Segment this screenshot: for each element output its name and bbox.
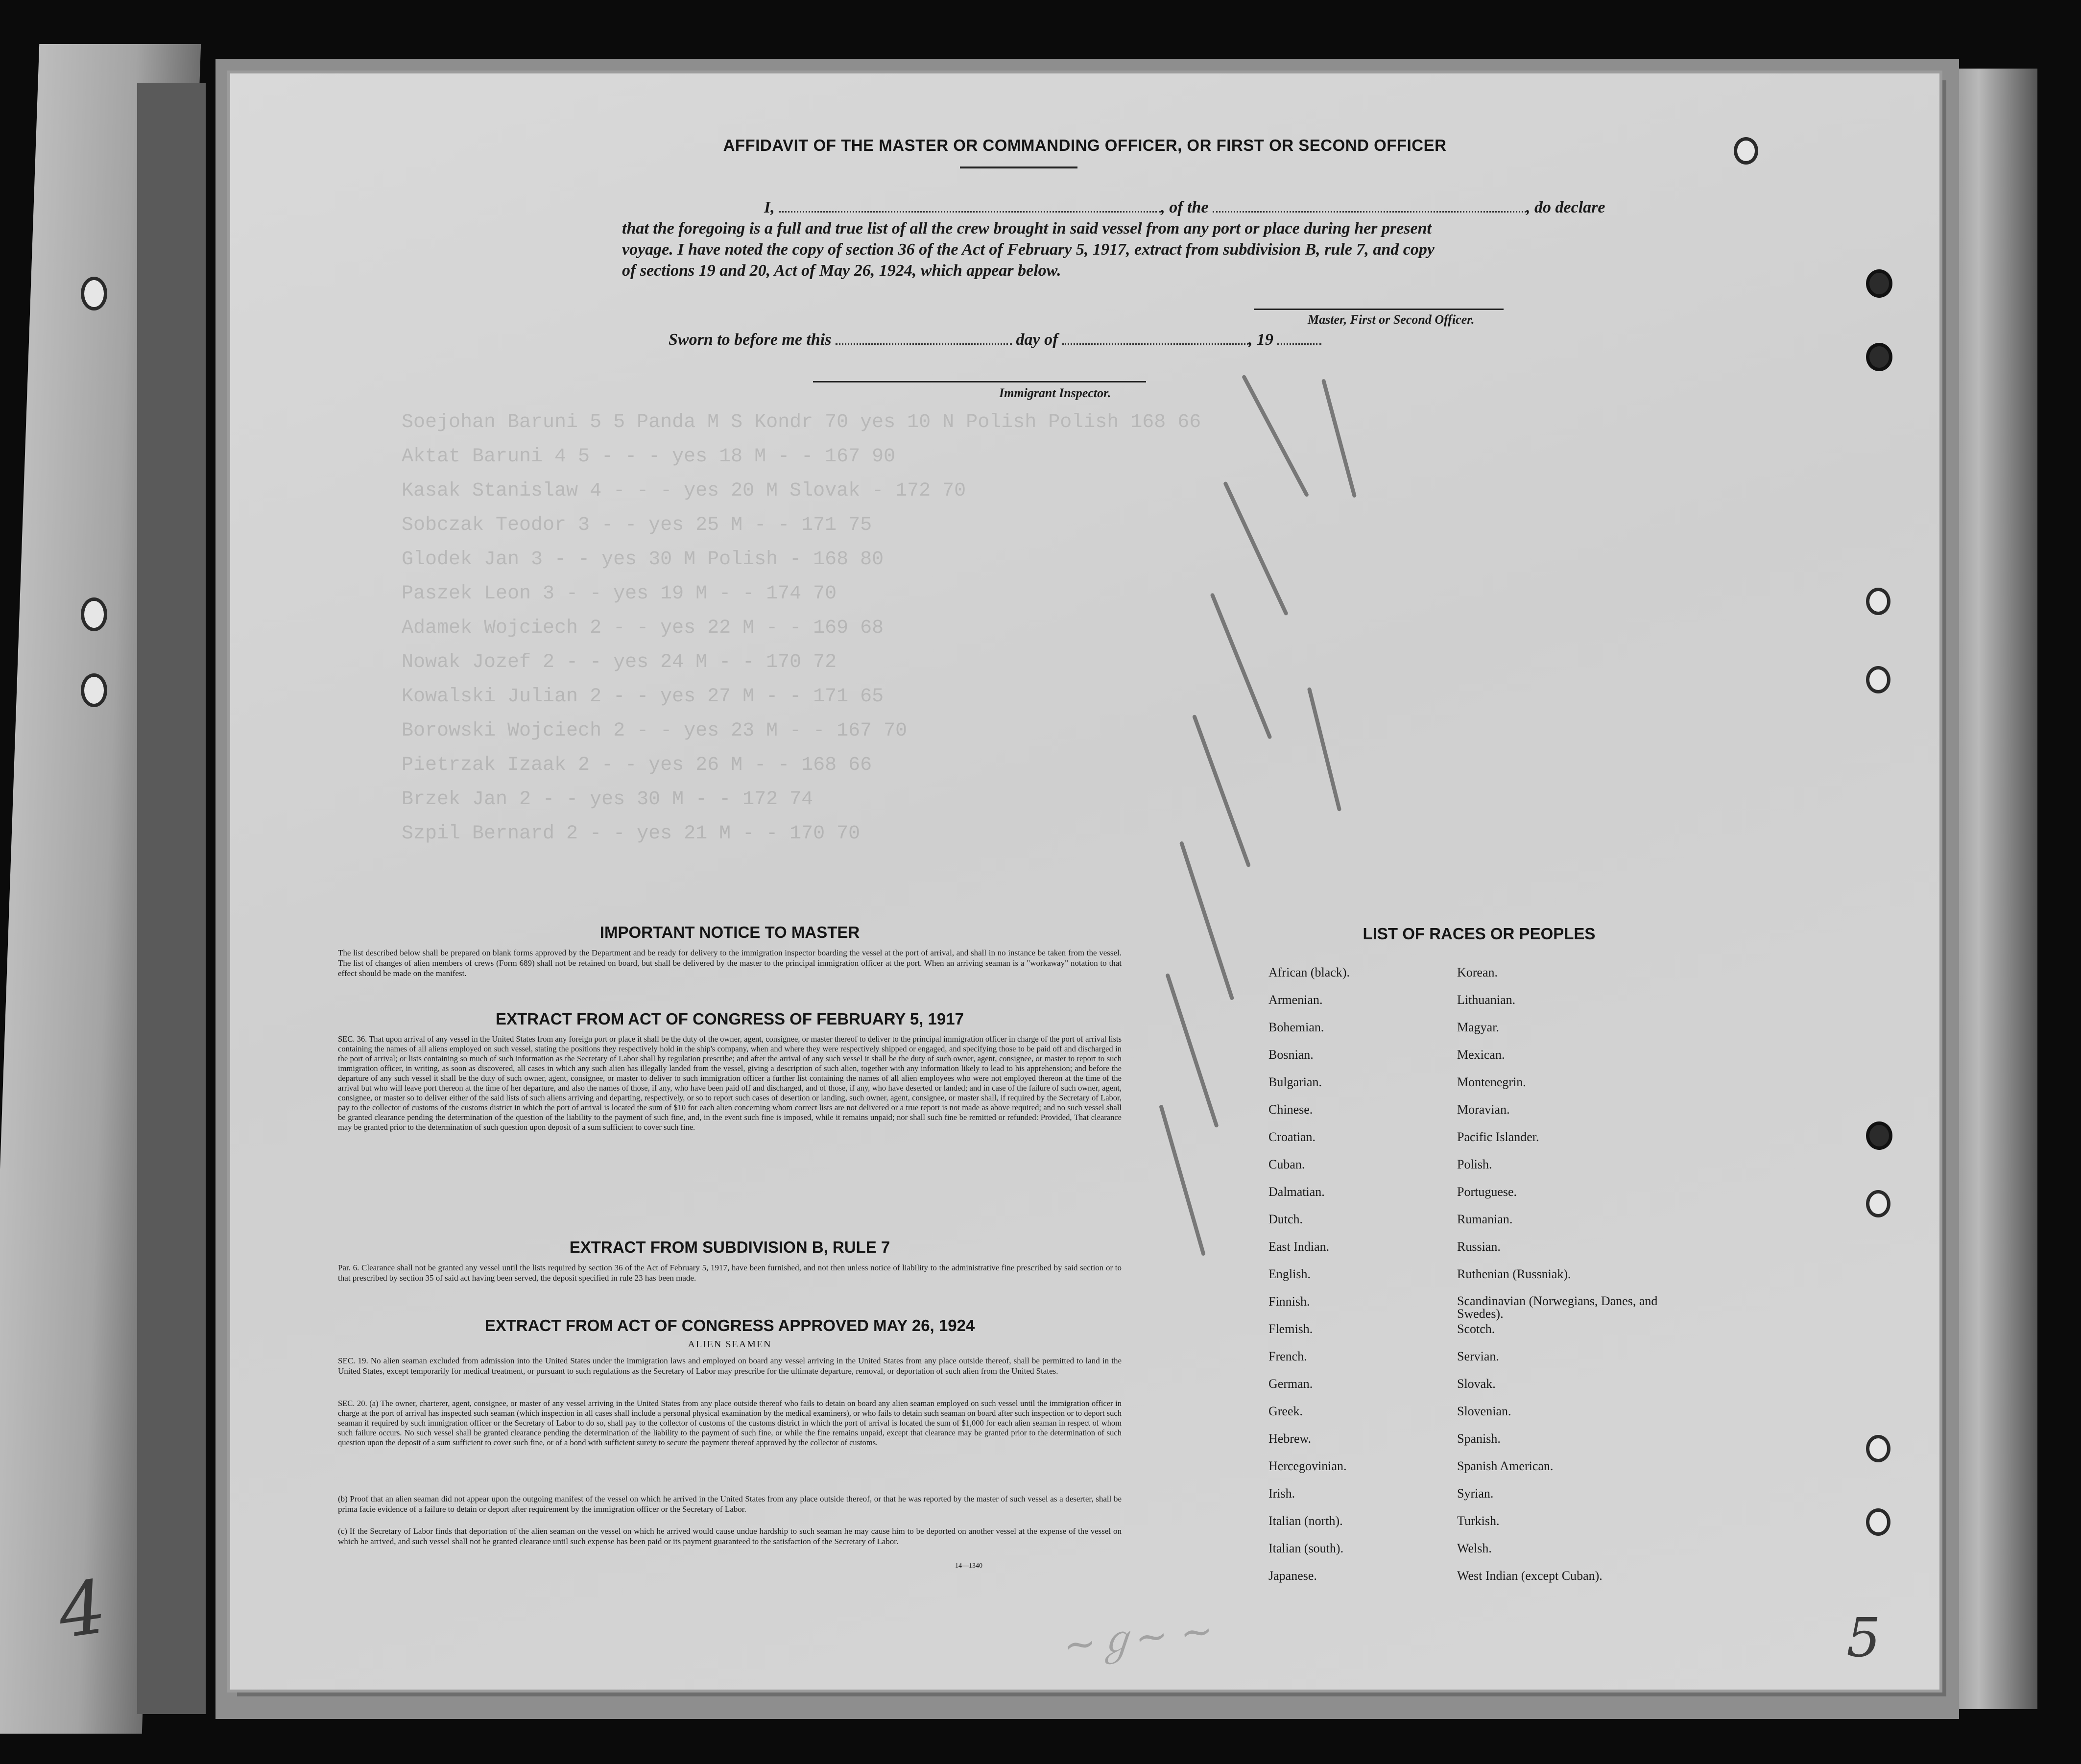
race-item: Lithuanian.: [1457, 993, 1516, 1007]
affidavit-line-2: that the foregoing is a full and true list of all the crew brought in said vessel from any port or place during her present: [622, 219, 1432, 238]
binder-hole: [1866, 343, 1892, 371]
race-item: Servian.: [1457, 1349, 1499, 1363]
binder-hole: [1866, 269, 1892, 298]
handwritten-mark: [1179, 841, 1235, 1001]
race-item: Dutch.: [1268, 1212, 1303, 1226]
race-item: Scandinavian (Norwegians, Danes, and Swedes).: [1457, 1294, 1658, 1321]
race-item: Portuguese.: [1457, 1185, 1517, 1199]
races-column-2: [1457, 966, 1663, 1597]
affidavit-line-1: I, , of the , do declare: [764, 198, 1605, 216]
sworn-line: Sworn to before me this day of , 19: [669, 331, 1321, 349]
race-item: Scotch.: [1457, 1322, 1495, 1336]
binder-hole: [1866, 666, 1890, 693]
sec19-text: SEC. 19. No alien seaman excluded from admission into the United States under the immigration laws and employed on board any vessel arriving in the United States from any place outside thereof, shall be permitted to land in the United States, except temporarily for medical treatment, or pursuant to such regulations as the Secretary of Labor may prescribe for the ultimate departure, removal, or deportation of such alien from the United States.: [338, 1356, 1122, 1376]
affidavit-line-4: of sections 19 and 20, Act of May 26, 1924, which appear below.: [622, 262, 1061, 280]
race-item: Mexican.: [1457, 1048, 1505, 1062]
master-name-field[interactable]: [779, 211, 1161, 213]
handwritten-mark: [1192, 715, 1251, 868]
rule7-title: EXTRACT FROM SUBDIVISION B, RULE 7: [569, 1238, 890, 1256]
race-item: Hebrew.: [1268, 1431, 1312, 1446]
title-rule: [960, 167, 1077, 168]
sworn-year-field[interactable]: [1277, 343, 1321, 345]
sec20b-text: (b) Proof that an alien seaman did not appear upon the outgoing manifest of the vessel on which he arrived in the United States from any place outside thereof, or that he was reported by the master of such vessel as a deserter, shall be prima facie evidence of a failure to detain or deport after requirement by the immigration officer or the Secretary of Labor.: [338, 1494, 1122, 1514]
race-item: Montenegrin.: [1457, 1075, 1526, 1089]
race-item: Russian.: [1457, 1240, 1501, 1254]
extract-1924-title: EXTRACT FROM ACT OF CONGRESS APPROVED MAY 26, 1924: [484, 1316, 975, 1335]
handwritten-mark: [1242, 375, 1310, 498]
alien-seamen-subtitle: ALIEN SEAMEN: [688, 1339, 772, 1350]
race-item: Slovak.: [1457, 1377, 1496, 1391]
race-item: Dalmatian.: [1268, 1185, 1325, 1199]
race-item: Flemish.: [1268, 1322, 1313, 1336]
handwritten-signature: ~ℊ~ ~: [1061, 1607, 1216, 1669]
race-item: Slovenian.: [1457, 1404, 1511, 1418]
binder-hole: [1866, 588, 1890, 615]
extract-1917-text: SEC. 36. That upon arrival of any vessel in the United States from any foreign port or place it shall be the duty of the owner, agent, consignee, or master thereof to deliver to the principal immigration officer in charge of the port of arrival lists containing the names of all aliens employed on such vessel, stating the positions they respectively hold in the ship's company, when and where they were respectively shipped or engaged, and specifying those to be paid off and discharged in the port of arrival; or lists containing so much of such information as the Secretary of Labor shall by regulation prescribe; and after the arrival of any such vessel it shall be the duty of such owner, agent, consignee, or master to report to such immigration officer, in writing, as soon as discovered, all cases in which any such alien has illegally landed from the vessel, giving a description of such alien, together with any information likely to lead to his apprehension; and before the departure of any such vessel it shall be the duty of such owner, agent, consignee, or master to deliver to such immigration officer a further list containing the names of all alien employees who were not employed thereon at the time of the arrival but who will leave port thereon at the time of her departure, and also the names of those, if any, who have been paid off and discharged, and of those, if any, who have deserted or landed; and in case of the failure of such owner, agent, consignee, or master so to deliver either of the said lists of such aliens arriving and departing, respectively, or so to report such cases of desertion or landing, such owner, agent, consignee, or master shall, if required by the Secretary of Labor, pay to the collector of customs of the customs district in which the port of arrival is located the sum of $10 for each alien concerning whom correct lists are not delivered or a true report is not made as above required; and no such vessel shall be granted clearance pending the determination of the question of the liability to the payment of such fine, and, in the event such fine is imposed, while it remains unpaid; nor shall such fine be remitted or refunded: Provided, That clearance may be granted prior to the determination of such question upon deposit of a sum sufficient to cover such fine.: [338, 1034, 1122, 1132]
notice-title: IMPORTANT NOTICE TO MASTER: [599, 923, 860, 941]
binder-hole: [81, 673, 107, 707]
right-margin-number: 5: [1846, 1606, 1881, 1669]
master-caption: Master, First or Second Officer.: [1308, 312, 1475, 327]
race-item: Cuban.: [1268, 1157, 1305, 1171]
races-title: LIST OF RACES OR PEOPLES: [1363, 925, 1596, 943]
race-item: Finnish.: [1268, 1294, 1310, 1309]
race-item: Pacific Islander.: [1457, 1130, 1539, 1144]
race-item: Bohemian.: [1268, 1020, 1324, 1034]
affidavit-title: AFFIDAVIT OF THE MASTER OR COMMANDING OFFICER, OR FIRST OR SECOND OFFICER: [723, 136, 1447, 154]
binder-hole: [81, 277, 107, 310]
races-column-1: [1268, 966, 1455, 1597]
handwritten-mark: [1307, 687, 1342, 811]
race-item: Japanese.: [1268, 1569, 1317, 1583]
sec20c-text: (c) If the Secretary of Labor finds that deportation of the alien seaman on the vessel on which he arrived would cause undue hardship to such seaman he may cause him to be deported on another vessel at the expense of the vessel on which he arrived, and such vessel shall not be granted clearance until such expense has been paid or its payment guaranteed to the satisfaction of the Secretary of Labor.: [338, 1526, 1122, 1546]
handwritten-mark: [1223, 481, 1289, 616]
race-item: Magyar.: [1457, 1020, 1499, 1034]
handwritten-mark: [1321, 379, 1357, 498]
race-item: Turkish.: [1457, 1514, 1500, 1528]
sec20a-text: SEC. 20. (a) The owner, charterer, agent, consignee, or master of any vessel arriving in the United States from any place outside thereof who fails to detain on board any alien seaman employed on such vessel until the immigration officer in charge at the port of arrival has inspected such seaman (which inspection in all cases shall include a personal physical examination by the medical examiners), or who fails to detain such seaman on board after such inspection or to deport such seaman if required by such immigration officer or the Secretary of Labor to do so, shall pay to the collector of customs of the customs district in which the port of arrival is located the sum of $1,000 for each alien seaman in respect of whom such failure occurs. No such vessel shall be granted clearance pending the determination of the liability to the payment of such fine, or while the fine remains unpaid, except that clearance may be granted prior to the determination of such question upon the deposit of a sum sufficient to cover such fine, or of a bond with sufficient surety to secure the payment thereof approved by the collector of customs.: [338, 1399, 1122, 1447]
binder-hole: [1866, 1435, 1890, 1462]
handwritten-mark: [1210, 593, 1272, 739]
race-item: Chinese.: [1268, 1102, 1313, 1117]
race-item: English.: [1268, 1267, 1311, 1281]
sworn-month-field[interactable]: [1062, 343, 1248, 345]
race-item: Irish.: [1268, 1486, 1295, 1501]
vessel-name-field[interactable]: [1213, 211, 1526, 213]
affidavit-line-3: voyage. I have noted the copy of section 36 of the Act of February 5, 1917, extract from subdivision B, rule 7, and copy: [622, 240, 1435, 259]
binder-hole: [81, 597, 107, 631]
race-item: African (black).: [1268, 965, 1350, 979]
race-item: Hercegovinian.: [1268, 1459, 1347, 1473]
binder-hole: [1866, 1508, 1890, 1536]
race-item: Bosnian.: [1268, 1048, 1314, 1062]
race-item: Greek.: [1268, 1404, 1303, 1418]
extract-1917-title: EXTRACT FROM ACT OF CONGRESS OF FEBRUARY 5, 1917: [496, 1010, 964, 1028]
master-signature-line[interactable]: [1254, 309, 1504, 310]
sworn-day-field[interactable]: [836, 343, 1012, 345]
race-item: Polish.: [1457, 1157, 1492, 1171]
binder-hole: [1866, 1190, 1890, 1217]
race-item: Bulgarian.: [1268, 1075, 1322, 1089]
race-item: Moravian.: [1457, 1102, 1510, 1117]
race-item: German.: [1268, 1377, 1313, 1391]
race-item: Syrian.: [1457, 1486, 1494, 1501]
form-number: 14—1340: [955, 1562, 982, 1570]
adjacent-page-edge: [137, 83, 206, 1714]
inspector-signature-line[interactable]: [813, 381, 1146, 382]
race-item: East Indian.: [1268, 1240, 1330, 1254]
race-item: Ruthenian (Russniak).: [1457, 1267, 1571, 1281]
inspector-caption: Immigrant Inspector.: [999, 386, 1111, 400]
notice-text: The list described below shall be prepared on blank forms approved by the Department and be ready for delivery to the immigration inspector boarding the vessel at the port of arrival, and shall in no instance be taken from the vessel. The list of changes of alien members of crews (Form 689) shall not be retained on board, but shall be delivered by the master to the principal immigration officer at the port. When an arriving seaman is a "workaway" notation to that effect should be made on the manifest.: [338, 948, 1122, 978]
handwritten-mark: [1165, 973, 1219, 1128]
race-item: Rumanian.: [1457, 1212, 1513, 1226]
race-item: West Indian (except Cuban).: [1457, 1569, 1603, 1583]
race-item: Italian (north).: [1268, 1514, 1343, 1528]
rule7-text: Par. 6. Clearance shall not be granted any vessel until the lists required by section 36 of the Act of February 5, 1917, have been furnished, and not then unless notice of liability to the administrative fine prescribed by said section or to that prescribed by section 35 of said act having been served, the deposit specified in rule 23 has been made.: [338, 1263, 1122, 1283]
handwritten-mark: [1159, 1104, 1206, 1256]
race-item: French.: [1268, 1349, 1307, 1363]
race-item: Spanish American.: [1457, 1459, 1554, 1473]
race-item: Armenian.: [1268, 993, 1323, 1007]
manifest-sheet: Soejohan Baruni 5 5 Panda M S Kondr 70 yes 10 N Polish Polish 168 66 Aktat Baruni 4 5 - - - yes 18 M - - 167 90 Kasak Stanislaw 4 - - - yes 20 M Slovak - 172 70 Sobczak Teodor 3 - - yes 25 M - - 171 75 Glodek Jan 3 - - yes 30 M Polish - 168 80 Paszek Leon 3 - - yes 19 M - - 174 70 Adamek Wojciech 2 - - yes 22 M - - 169 68 Nowak Jozef 2 - - yes 24 M - - 170 72 Kowalski Julian 2 - - yes 27 M - - 171 65 Borowski Wojciech 2 - - yes 23 M - - 167 70 Pietrzak Izaak 2 - - yes 26 M - - 168 66 Brzek Jan 2 - - yes 30 M - - 172 74 Szpil Bernard 2 - - yes 21 M - - 170 70 AFFIDAVIT OF THE MASTER OR COMMANDING OFFICER, OR FIRST OR SECOND OFFICER I, , of the , do declare that the foregoing is a full and true list of all the crew brought in said vessel from any port or place during her present voyage. I have noted the copy of section 36 of the Act of February 5, 1917, extract from subdivision B, rule 7, and copy of sections 19 and 20, Act of May 26, 1924, which appear below. Master, First or Second Officer. Sworn to before me this day of , 19 Immigrant Inspector. IMPORTANT NOTICE TO MASTER The list described below shall be prepared on blank forms approved by the Department and be ready for delivery to the immigration inspector boarding the vessel at the port of arrival, and shall in no instance be taken from the vessel. The list of changes of alien members of crews (Form 689) shall not be retained on board, but shall be delivered by the master to the principal immigration officer at the port. When an arriving seaman is a "workaway" notation to that effect should be made on the manifest. EXTRACT FROM ACT OF CONGRESS OF FEBRUARY 5, 1917 SEC. 36. That upon arrival of any vessel in the United States from any foreign port or place it shall be the duty of the owner, agent, consignee, or master thereof to deliver to the principal immigration officer in charge of the port of arrival lists containing the names of all aliens employed on such vessel, stating the positions they respectively hold in the ship's company, when and where they were respectively shipped or engaged, and specifying those to be paid off and discharged in the port of arrival; or lists containing so much of such information as the Secretary of Labor shall by regulation prescribe; and after the arrival of any such vessel it shall be the duty of such owner, agent, consignee, or master to report to such immigration officer, in writing, as soon as discovered, all cases in which any such alien has illegally landed from the vessel, giving a description of such alien, together with any information likely to lead to his apprehension; and before the departure of any such vessel it shall be the duty of such owner, agent, consignee, or master to deliver to such immigration officer a further list containing the names of all alien employees who were not employed thereon at the time of the arrival but who will leave port thereon at the time of her departure, and also the names of those, if any, who have been paid off and discharged, and of those, if any, who have deserted or landed; and in case of the failure of such owner, agent, consignee, or master so to deliver either of the said lists of such aliens arriving and departing, respectively, or so to report such cases of desertion or landing, such owner, agent, consignee, or master shall, if required by the Secretary of Labor, pay to the collector of customs of the customs district in which the port of arrival is located the sum of $10 for each alien concerning whom correct lists are not delivered or a true report is not made as above required; and no such vessel shall be granted clearance pending the determination of the question of the liability to the payment of such fine, and, in the event such fine is imposed, while it remains unpaid; nor shall such fine be remitted or refunded: Provided, That clearance may be granted prior to the determination of such question upon deposit of a sum sufficient to cover such fine. EXTRACT FROM SUBDIVISION B, RULE 7 Par. 6. Clearance shall not be granted any vessel until the lists required by section 36 of the Act of February 5, 1917, have been furnished, and not then unless notice of liability to the administrative fine prescribed by said section or to that prescribed by section 35 of said act having been served, the deposit specified in rule 23 has been made. EXTRACT FROM ACT OF CONGRESS APPROVED MAY 26, 1924 ALIEN SEAMEN SEC. 19. No alien seaman excluded from admission into the United States under the immigration laws and employed on board any vessel arriving in the United States from any place outside thereof, shall be permitted to land in the United States, except temporarily for medical treatment, or pursuant to such regulations as the Secretary of Labor may prescribe for the ultimate departure, removal, or deportation of such alien from the United States. SEC. 20. (a) The owner, charterer, agent, consignee, or master of any vessel arriving in the United States from any place outside thereof who fails to detain on board any alien seaman employed on such vessel until the immigration officer in charge at the port of arrival has inspected such seaman (which inspection in all cases shall include a personal physical examination by the medical examiners), or who fails to detain such seaman on board after such inspection or to deport such seaman if required by such immigration officer or the Secretary of Labor to do so, shall pay to the collector of customs of the customs district in which the port of arrival is located the sum of $1,000 for each alien seaman in respect of whom such failure occurs. No such vessel shall be granted clearance pending the determination of the liability to the payment of such fine, or while the fine remains unpaid, except that clearance may be granted prior to the determination of such question upon the deposit of a sum sufficient to cover such fine, or of a bond with sufficient surety to secure the payment thereof approved by the collector of customs. (b) Proof that an alien seaman did not appear upon the outgoing manifest of the vessel on which he arrived in the United States from any place outside thereof, or that he was reported by the master of such vessel as a deserter, shall be prima facie evidence of a failure to detain or deport after requirement by the immigration officer or the Secretary of Labor. (c) If the Secretary of Labor finds that deportation of the alien seaman on the vessel on which he arrived would cause undue hardship to such seaman he may cause him to be deported on another vessel at the expense of the vessel on which he arrived, and such vessel shall not be granted clearance until such expense has been paid or its payment guaranteed to the satisfaction of the Secretary of Labor. 14—1340 LIST OF RACES OR PEOPLES African (black). Armenian. Bohemian. Bosnian. Bulgarian. Chinese. Croatian. Cuban. Dalmatian. Dutch. East Indian. English. Finnish. Flemish. French. German. Greek. Hebrew. Hercegovinian. Irish. Italian (north). Italian (south). Japanese. Korean. Lithuanian. Magyar. Mexican. Montenegrin. Moravian. Pacific Islander. Polish. Portuguese. Rumanian. Russian. Ruthenian (Russniak). Scandinavian (Norwegians, Danes, and Swedes). Scotch. Servian. Slovak. Slovenian. Spanish. Spanish American. Syrian. Turkish. Welsh. West Indian (except Cuban). ~ℊ~ ~ 5: [230, 73, 1939, 1690]
race-item: Italian (south).: [1268, 1541, 1344, 1555]
binder-hole: [1866, 1121, 1892, 1150]
race-item: Croatian.: [1268, 1130, 1316, 1144]
race-item: Korean.: [1457, 965, 1498, 979]
race-item: Spanish.: [1457, 1431, 1501, 1446]
left-margin-number: 4: [53, 1564, 112, 1655]
race-item: Welsh.: [1457, 1541, 1492, 1555]
